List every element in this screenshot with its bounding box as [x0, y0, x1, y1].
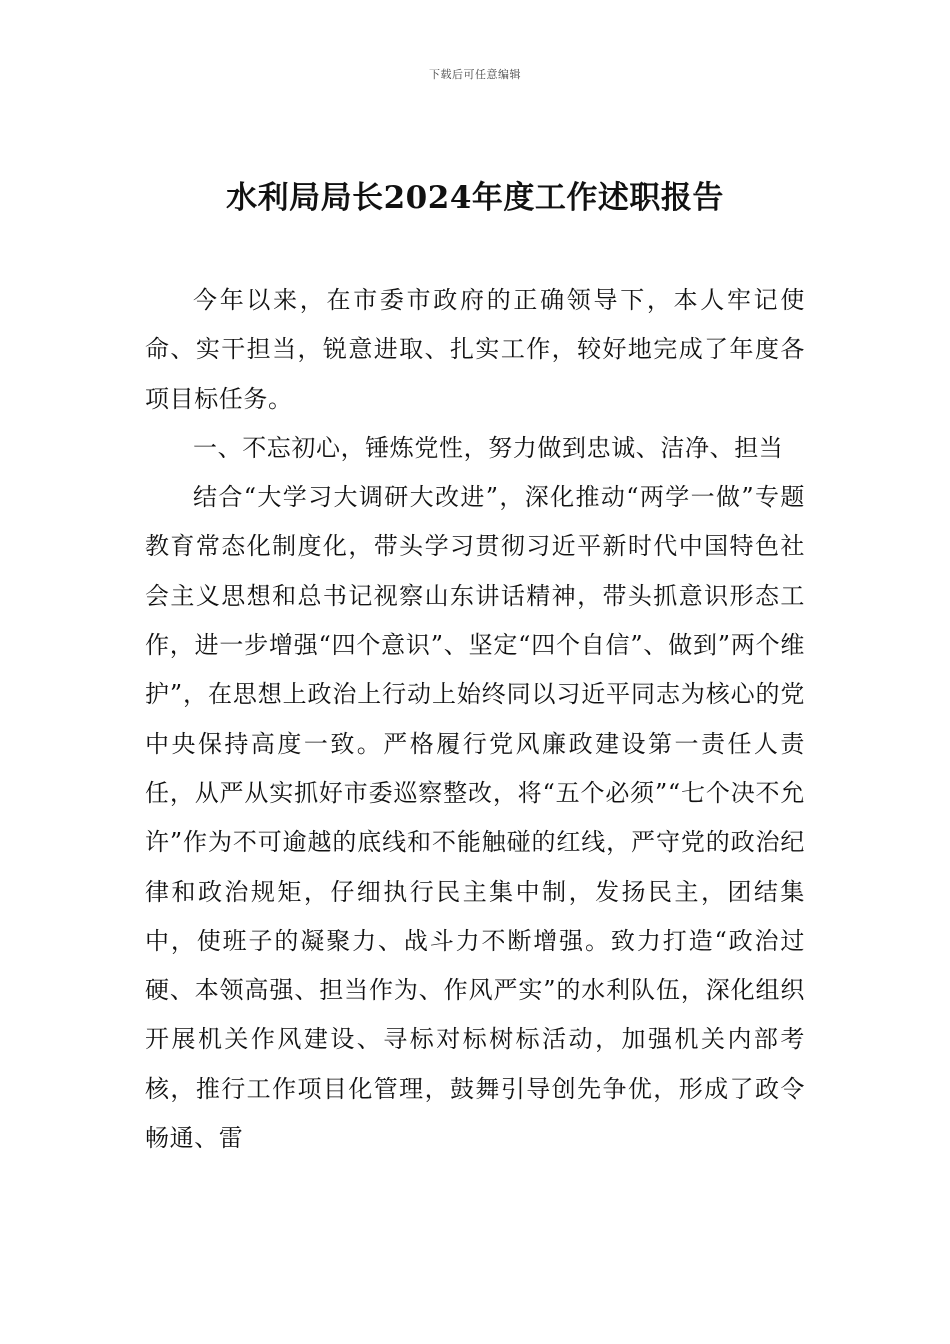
paragraph-section-1: 结合“大学习大调研大改进”，深化推动“两学一做”专题教育常态化制度化，带头学习贯彻习近平新时代中国特色社会主义思想和总书记视察山东讲话精神，带头抓意识形态工作，进一步增强“四个意识”、坚定“四个自信”、做到”两个维护”，在思想上政治上行动上始终同以习近平同志为核心的党中央保持高度一致。严格履行党风廉政建设第一责任人责任，从严从实抓好市委巡察整改，将“五个必须”“七个决不允许”作为不可逾越的底线和不能触碰的红线，严守党的政治纪律和政治规矩，仔细执行民主集中制，发扬民主，团结集中，使班子的凝聚力、战斗力不断增强。致力打造“政治过硬、本领高强、担当作为、作风严实”的水利队伍，深化组织开展机关作风建设、寻标对标树标活动，加强机关内部考核，推行工作项目化管理，鼓舞引导创先争优，形成了政令畅通、雷	[145, 483, 805, 1153]
paragraph-intro: 今年以来，在市委市政府的正确领导下，本人牢记使命、实干担当，锐意进取、扎实工作，较好地完成了年度各项目标任务。	[145, 286, 805, 413]
section-heading-1: 一、不忘初心，锤炼党性，努力做到忠诚、洁净、担当	[193, 433, 784, 462]
page-title: 水利局局长2024年度工作述职报告	[226, 180, 724, 216]
document-body	[145, 276, 805, 1163]
header-note: 下载后可任意编辑	[429, 68, 521, 81]
